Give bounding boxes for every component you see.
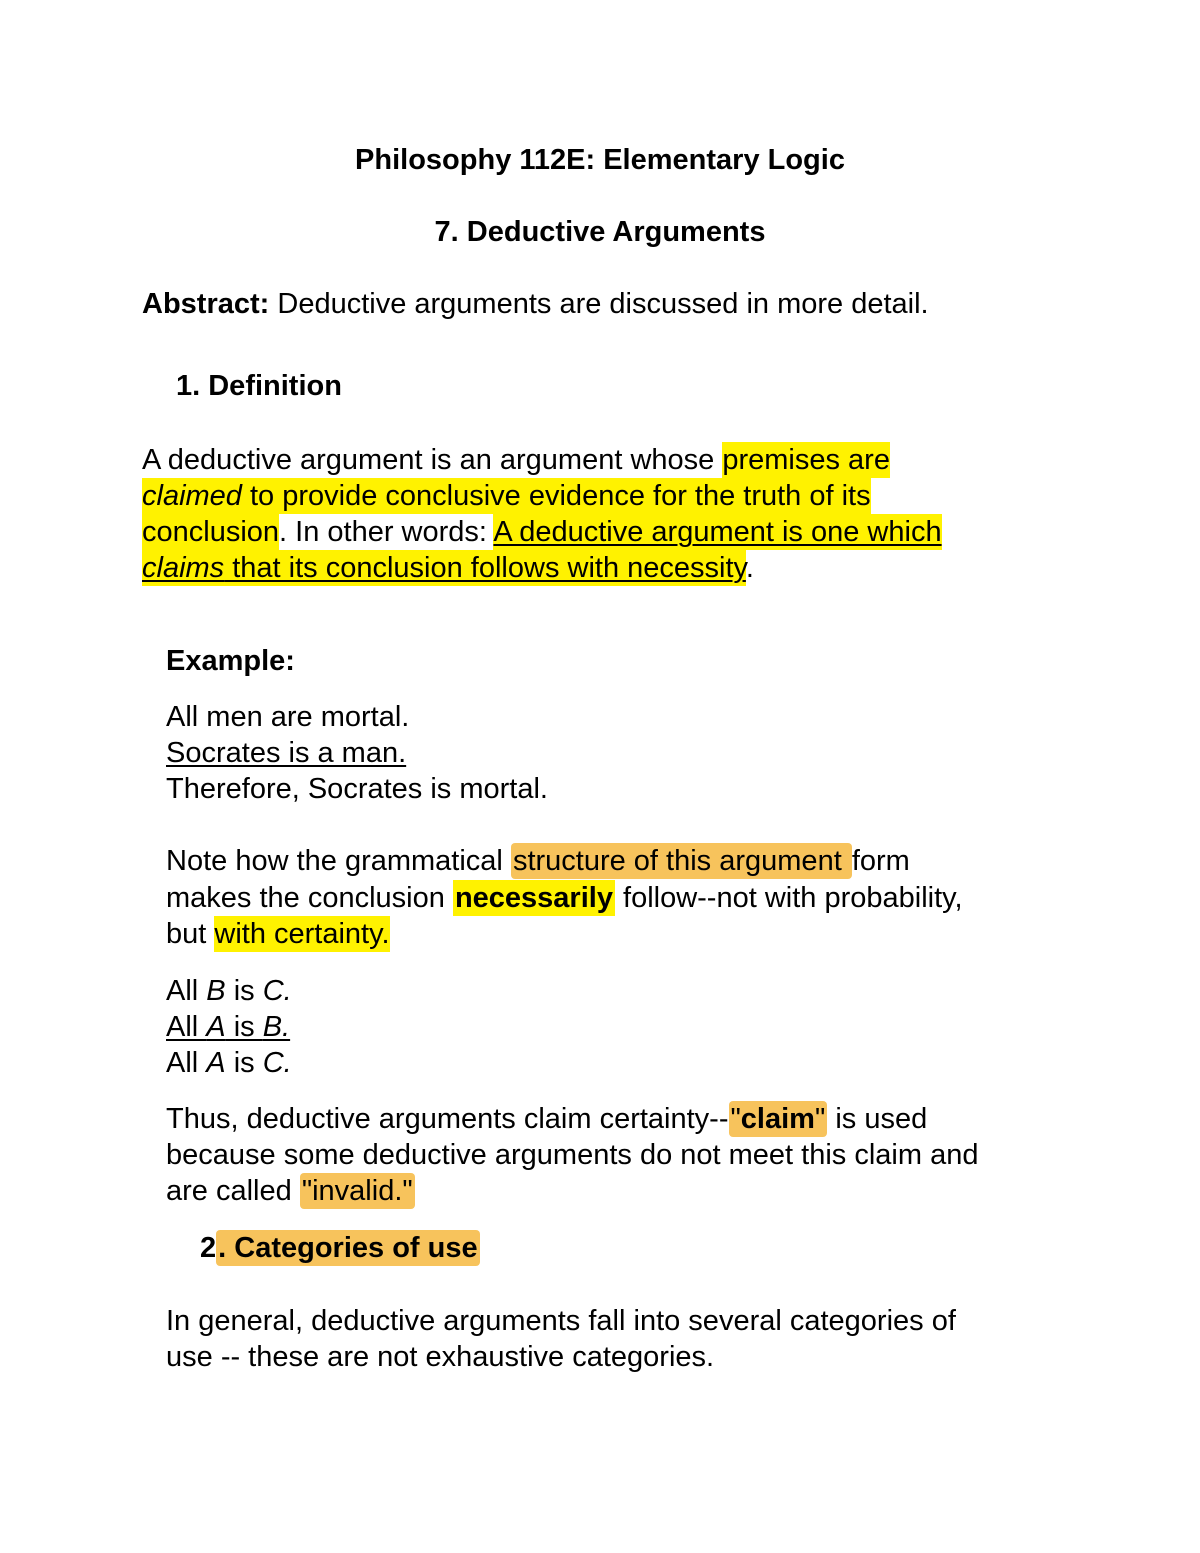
abstract-text: Deductive arguments are discussed in more detail.: [269, 288, 929, 320]
form-row-1: All B is C.: [166, 975, 292, 1007]
section2-line-2: use -- these are not exhaustive categories.: [166, 1341, 715, 1373]
example-label: Example:: [166, 645, 295, 677]
form-row-3: All A is C.: [166, 1047, 292, 1079]
definition-line-4: claims that its conclusion follows with necessity.: [142, 552, 754, 584]
thus-line-3: are called "invalid.": [166, 1175, 413, 1207]
section1-heading: 1. Definition: [176, 370, 342, 402]
section2-line-1: In general, deductive arguments fall into several categories of: [166, 1305, 956, 1337]
form-row-2: All A is B.: [166, 1011, 291, 1043]
example-premise-2: Socrates is a man.: [166, 737, 407, 769]
example-premise-1: All men are mortal.: [166, 701, 410, 733]
thus-line-1: Thus, deductive arguments claim certainty--"claim" is used: [166, 1103, 928, 1135]
chapter-title: 7. Deductive Arguments: [434, 216, 766, 248]
thus-line-2: because some deductive arguments do not meet this claim and: [166, 1139, 979, 1171]
abstract-line: [142, 286, 929, 322]
definition-line-2: claimed to provide conclusive evidence for the truth of its: [142, 480, 871, 512]
definition-line-3: conclusion. In other words: A deductive argument is one which: [142, 516, 942, 548]
note-line-1: Note how the grammatical structure of this argument form: [166, 845, 910, 877]
definition-line-1: A deductive argument is an argument whose premises are: [142, 444, 890, 476]
example-conclusion: Therefore, Socrates is mortal.: [166, 773, 548, 805]
abstract-label: Abstract:: [142, 288, 270, 320]
note-line-2: makes the conclusion necessarily follow--not with probability,: [166, 882, 963, 914]
note-line-3: but with certainty.: [166, 918, 390, 950]
section2-heading: 2. Categories of use: [200, 1232, 478, 1264]
course-title: Philosophy 112E: Elementary Logic: [355, 144, 845, 176]
